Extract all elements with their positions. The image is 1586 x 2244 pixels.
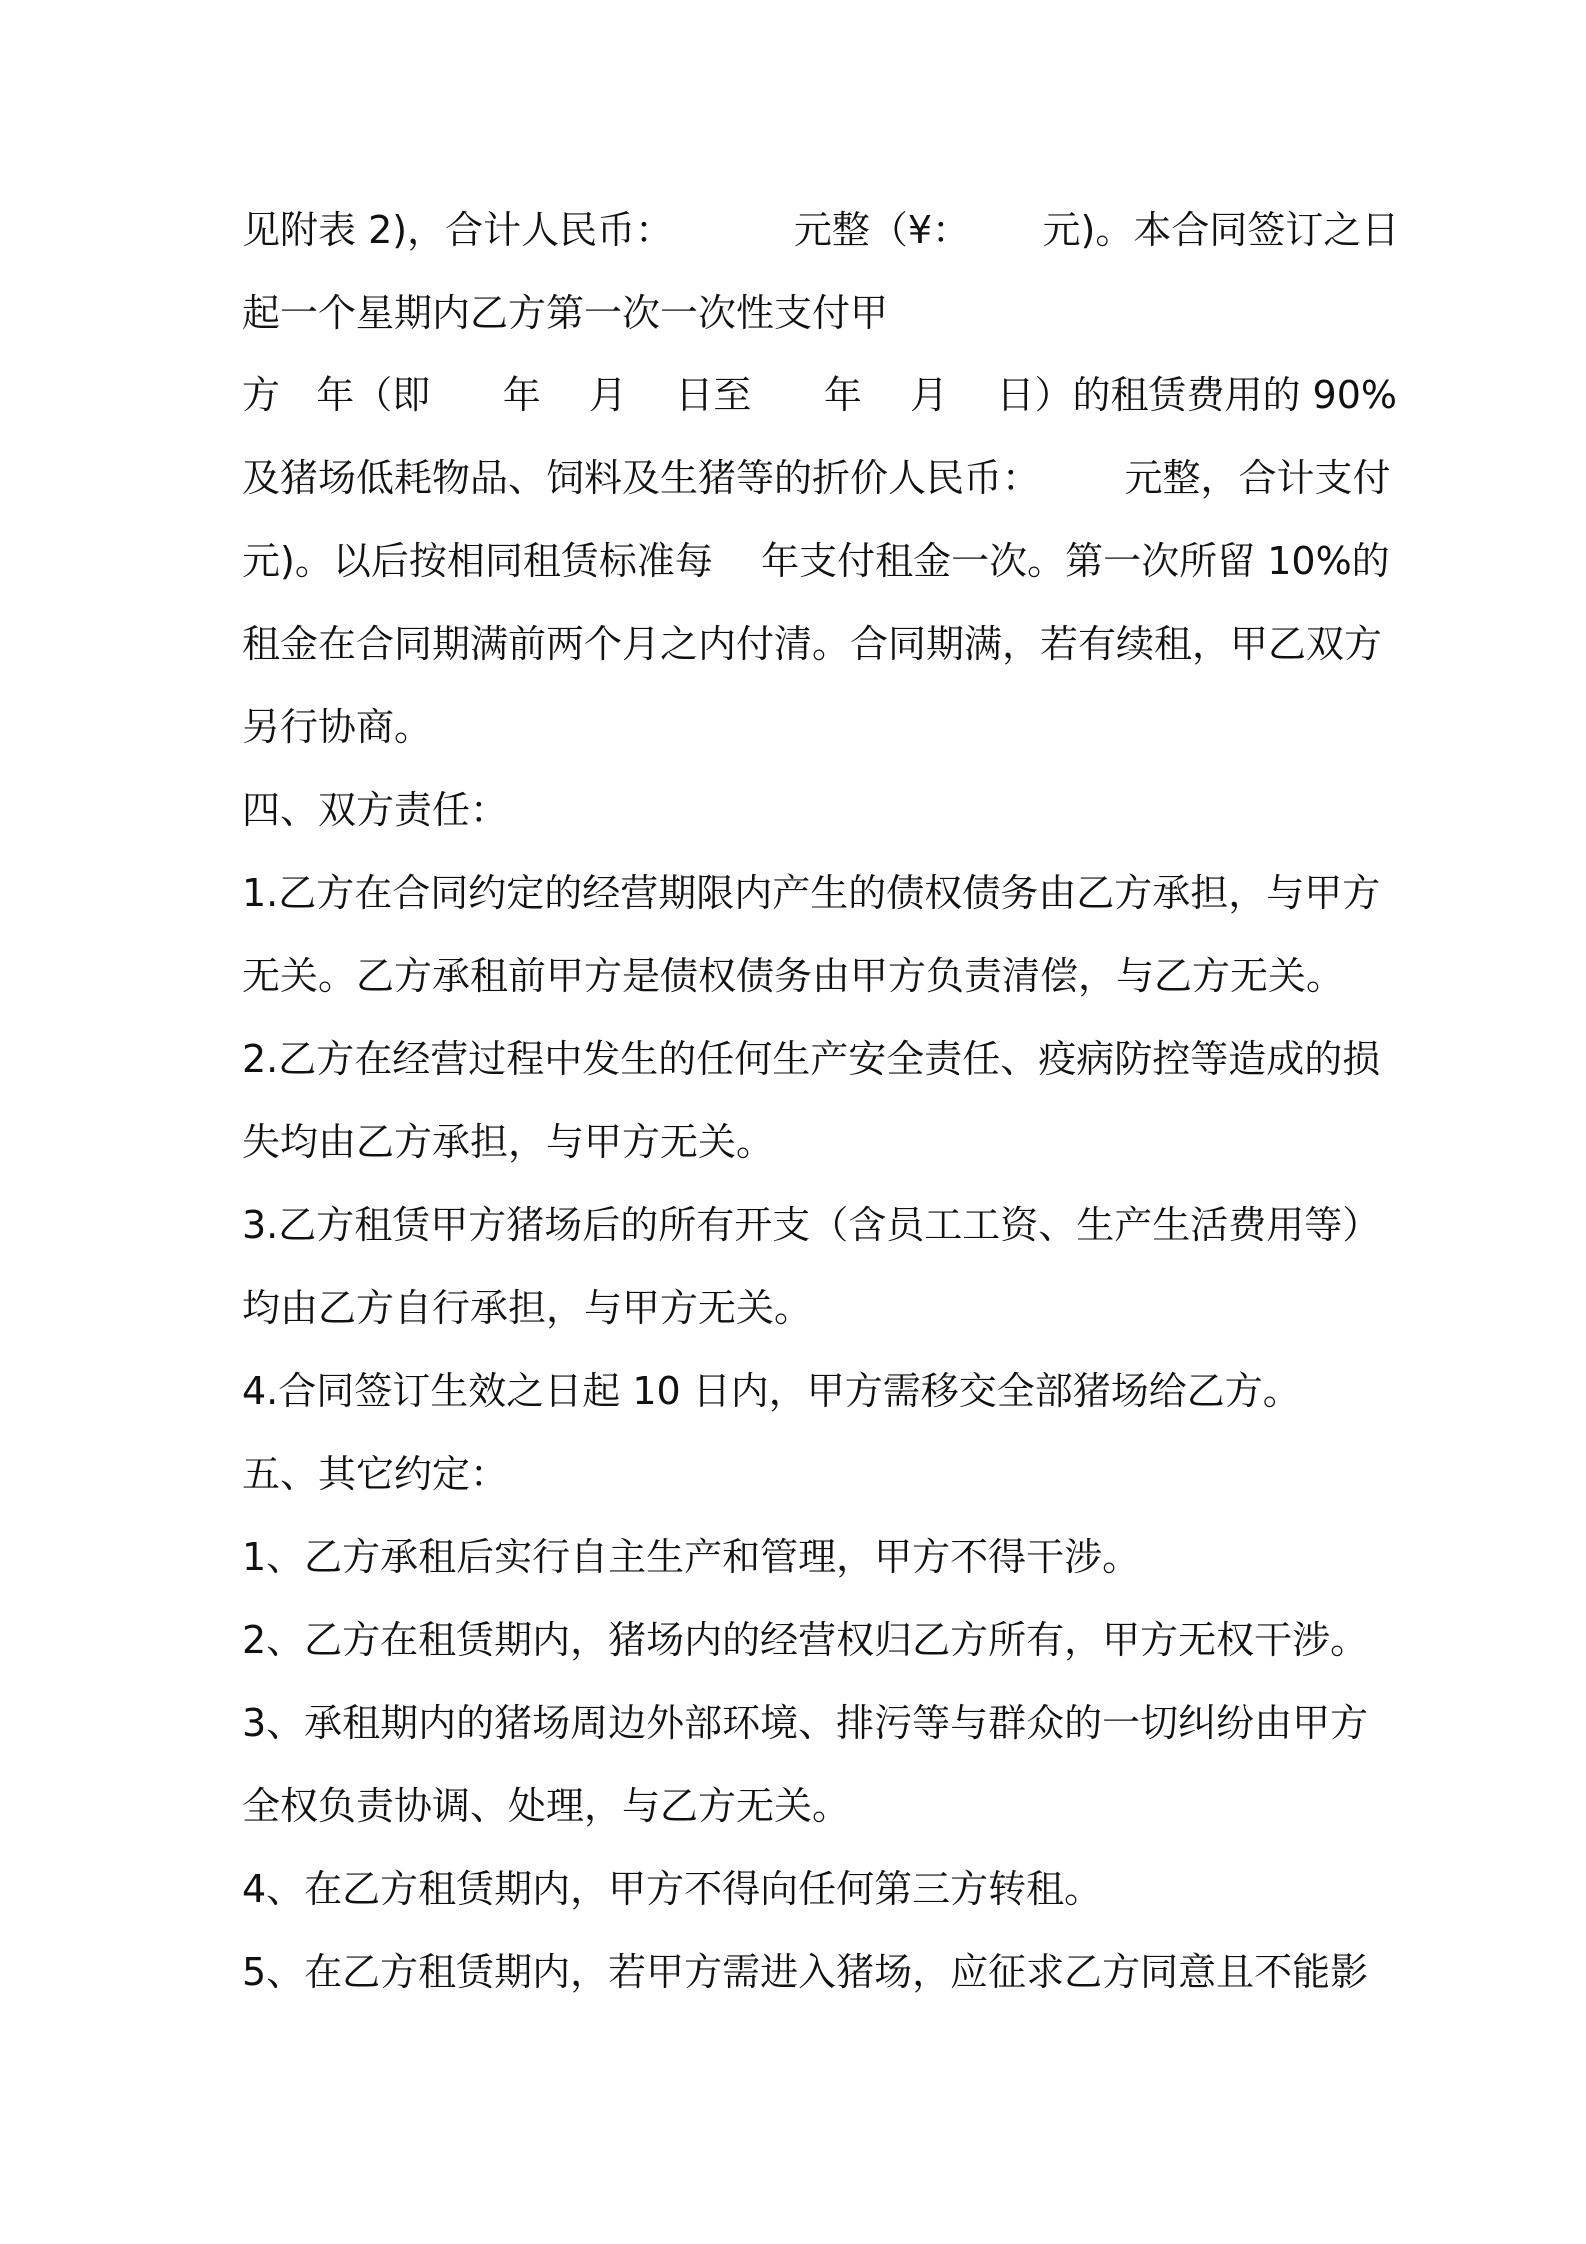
text-line: 2.乙方在经营过程中发生的任何生产安全责任、疫病防控等造成的损	[242, 1037, 1381, 1081]
text-line: 3、承租期内的猪场周边外部环境、排污等与群众的一切纠纷由甲方	[242, 1701, 1369, 1745]
text-line: 元)。以后按相同租赁标准每 年支付租金一次。第一次所留 10%的	[242, 539, 1390, 583]
text-line: 租金在合同期满前两个月之内付清。合同期满，若有续租，甲乙双方	[242, 622, 1383, 666]
text-line: 全权负责协调、处理，与乙方无关。	[242, 1784, 851, 1828]
text-line: 4、在乙方租赁期内，甲方不得向任何第三方转租。	[242, 1867, 1103, 1911]
text-line: 4.合同签订生效之日起 10 日内，甲方需移交全部猪场给乙方。	[242, 1369, 1301, 1413]
section-heading: 四、双方责任：	[242, 788, 509, 832]
text-line: 5、在乙方租赁期内，若甲方需进入猪场，应征求乙方同意且不能影	[242, 1950, 1369, 1994]
text-line: 方 年（即 年 月 日至 年 月 日）的租赁费用的 90%	[242, 373, 1397, 417]
text-line: 1.乙方在合同约定的经营期限内产生的债权债务由乙方承担，与甲方	[242, 871, 1381, 915]
text-line: 起一个星期内乙方第一次一次性支付甲	[242, 291, 889, 335]
text-line: 及猪场低耗物品、饲料及生猪等的折价人民币： 元整，合计支付	[242, 456, 1391, 500]
text-line: 1、乙方承租后实行自主生产和管理，甲方不得干涉。	[242, 1535, 1141, 1579]
text-line: 失均由乙方承担，与甲方无关。	[242, 1120, 775, 1164]
section-heading: 五、其它约定：	[242, 1452, 509, 1496]
text-line: 均由乙方自行承担，与甲方无关。	[242, 1286, 813, 1330]
text-line: 见附表 2)，合计人民币： 元整（¥： 元)。本合同签订之日	[242, 208, 1400, 252]
text-line: 无关。乙方承租前甲方是债权债务由甲方负责清偿，与乙方无关。	[242, 954, 1345, 998]
text-line: 另行协商。	[242, 705, 433, 749]
text-line: 3.乙方租赁甲方猪场后的所有开支（含员工工资、生产生活费用等）	[242, 1203, 1381, 1247]
text-line: 2、乙方在租赁期内，猪场内的经营权归乙方所有，甲方无权干涉。	[242, 1618, 1369, 1662]
